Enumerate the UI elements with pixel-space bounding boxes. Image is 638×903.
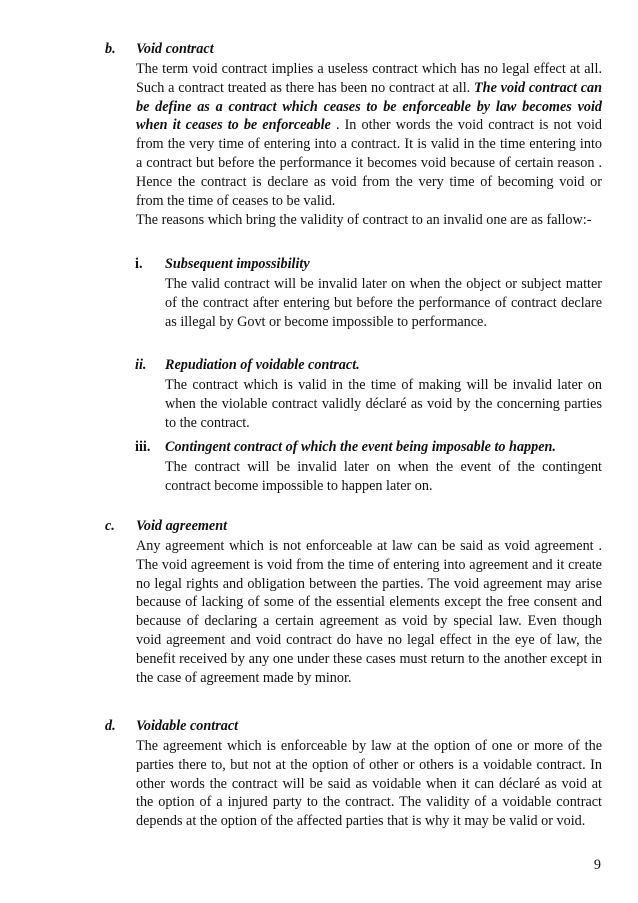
page-number: 9 (593, 857, 601, 873)
sub-item-marker: i. (135, 256, 143, 272)
section-marker: d. (105, 718, 116, 734)
sub-item-title: Subsequent impossibility (165, 256, 310, 272)
sub-item-marker: iii. (135, 439, 151, 455)
sub-item-marker: ii. (135, 357, 147, 373)
section-marker: c. (105, 518, 115, 534)
paragraph-text: . In other words the void contract is not void from the very time of entering into a contract. It is valid in the time entering into a contract but before the performance it becomes void because of certain reason . Hence the contract is declare as void from the very time of becoming void or from the time of ceases to be valid. (136, 117, 602, 209)
section-paragraph (136, 60, 602, 210)
section-title: Voidable contract (136, 718, 239, 734)
emphasized-definition: The void contract can be define as a contract which ceases to be enforceable by law becomes void when it ceases to be enforceable (136, 79, 602, 134)
sub-item-text: The contract which is valid in the time of making will be invalid later on when the violable contract validly déclaré as void by the concerning parties to the contract. (165, 377, 602, 431)
section-paragraph: The reasons which bring the validity of contract to an invalid one are as fallow:- (136, 212, 592, 228)
sub-item-text: The contract will be invalid later on when the event of the contingent contract become impossible to happen later on. (165, 459, 602, 494)
sub-item-title: Contingent contract of which the event being imposable to happen. (165, 439, 556, 455)
section-paragraph: Any agreement which is not enforceable at law can be said as void agreement . The void agreement is void from the time of entering into agreement and it create no legal rights and obligation between the parties. The void agreement may arise because of lacking of some of the essential elements except the free consent and because of declaring a certain agreement as void by special law. Even though void agreement and void contract do have no legal effect in the eye of law, the benefit received by any one under these cases must return to the another except in the case of agreement made by minor. (136, 538, 602, 686)
section-title: Void contract (136, 41, 214, 57)
sub-item-title: Repudiation of voidable contract. (165, 357, 360, 373)
section-marker: b. (105, 41, 116, 57)
section-title: Void agreement (136, 518, 228, 534)
sub-item-text: The valid contract will be invalid later on when the object or subject matter of the contract after entering but before the performance of contract declare as illegal by Govt or become impossible to performance. (165, 276, 602, 330)
paragraph-text: The term void contract implies a useless contract which has no legal effect at all. Such a contract treated as there has been no contract at all. (136, 61, 602, 96)
section-paragraph: The agreement which is enforceable by law at the option of one or more of the parties there to, but not at the option of other or others is a voidable contract. In other words the contract will be said as voidable when it can déclaré as void at the option of a injured party to the contract. The validity of a voidable contract depends at the option of the affected parties that is why it may be valid or void. (136, 738, 602, 830)
